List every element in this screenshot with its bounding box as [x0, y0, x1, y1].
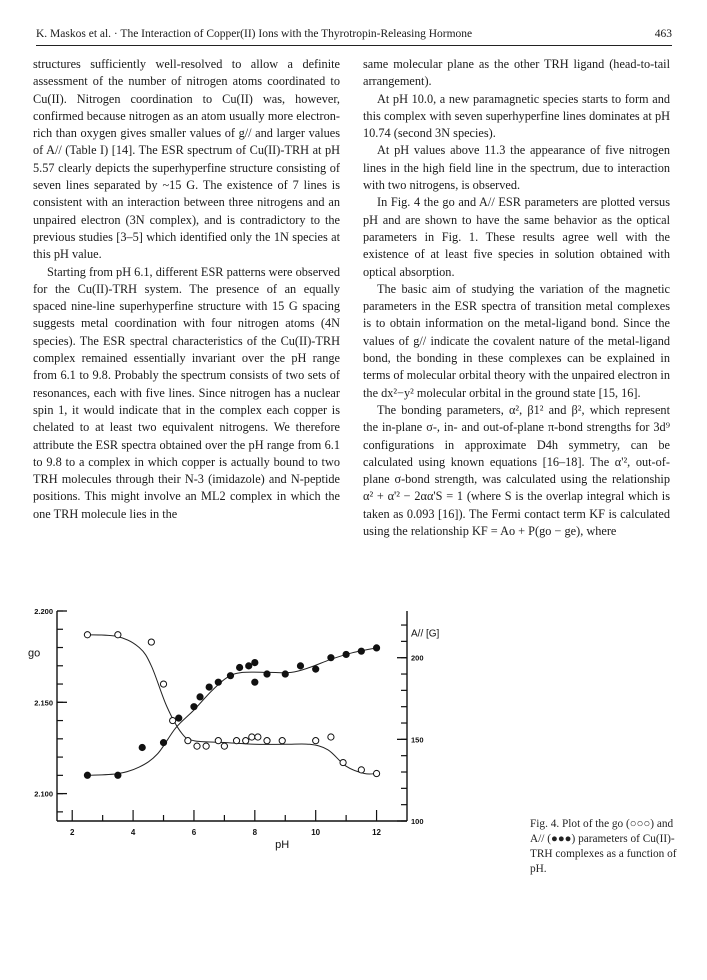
a-data-point — [297, 663, 303, 669]
right-y-tick-label: 150 — [411, 735, 424, 745]
right-y-tick-label: 200 — [411, 653, 424, 663]
header-rule — [36, 45, 672, 46]
go-data-point — [84, 632, 90, 638]
a-data-point — [373, 645, 379, 651]
a-data-point — [160, 740, 166, 746]
a-data-point — [215, 679, 221, 685]
a-data-point — [237, 664, 243, 670]
go-data-point — [264, 738, 270, 744]
a-data-point — [282, 671, 288, 677]
page-number: 463 — [654, 28, 672, 40]
right-axis-title: A// [G] — [411, 628, 440, 640]
a-data-point — [176, 715, 182, 721]
a-data-point — [246, 663, 252, 669]
a-data-point — [115, 772, 121, 778]
x-tick-label: 10 — [311, 828, 321, 837]
go-data-point — [279, 738, 285, 744]
paragraph: In Fig. 4 the go and A// ESR parameters are plotted versus pH and are shown to have the same behavior as the optical parameters in Fig. 1. These results agree well with the existence of at least five species in solution obtained with optical absorption. — [363, 195, 670, 279]
paragraph: At pH 10.0, a new paramagnetic species starts to form and this complex with seven superhyperfine lines dominates at pH 10.74 (second 3N species). — [363, 91, 670, 141]
paragraph: The basic aim of studying the variation of the magnetic parameters in the ESR spectra of transition metal complexes is to obtain information on the metal-ligand bond. Since the values of g// indicate the covalent nature of the metal-ligand bond, the bonding in these complexes can be explained in terms of molecular orbital theory with the unpaired electron in the dx²−y² molecular orbital in the ground state [15, 16]. — [363, 281, 670, 400]
go-data-point — [170, 717, 176, 723]
left-y-tick-label: 2.200 — [34, 607, 53, 616]
a-data-point — [227, 673, 233, 679]
go-data-point — [185, 738, 191, 744]
a-data-point — [343, 651, 349, 657]
go-data-point — [215, 738, 221, 744]
left-axis-title: go — [28, 647, 41, 660]
go-data-point — [221, 743, 227, 749]
axis-labels — [28, 607, 440, 851]
go-data-point — [328, 734, 334, 740]
right-y-tick-label: 100 — [411, 817, 424, 826]
go-data-point — [243, 738, 249, 744]
go-data-point — [194, 743, 200, 749]
a-data-point — [139, 744, 145, 750]
a-data-point — [252, 679, 258, 685]
text-column-right — [363, 56, 670, 540]
go-data-point — [148, 639, 154, 645]
paragraph: The bonding parameters, α², β1² and β², which represent the in-plane σ-, in- and out-of-plane π-bond strengths for 3d⁹ configurations in approximate D4h symmetry, can be calculated using known equations [16–18]. The α'², out-of-plane σ-bond strength, was calculated using the relationship α² + α'² − 2αα'S = 1 (where S is the overlap integral which is taken as 0.093 [16]). The Fermi contact term KF is calculated using the relationship KF = Ao + P(go − ge), where — [363, 402, 670, 539]
go-data-point — [203, 743, 209, 749]
paragraph: structures sufficiently well-resolved to allow a definite assessment of the number of nitrogen atoms coordinated to Cu(II). Nitrogen coordination to Cu(II) was, however, confirmed because nitrogen as an atom usually more electron-rich than oxygen gives smaller values of g// and larger values of A// (Table I) [14]. The ESR spectrum of Cu(II)-TRH at pH 5.57 clearly depicts the superhyperfine structure consisting of seven lines separated by ~15 G. The existence of 7 lines is consistent with an interaction between three nitrogens and an unpaired electron (3N complex), and is contradictory to the previous studies [3–5] which identified only the 1N species at this pH value. — [33, 57, 340, 262]
x-tick-label: 4 — [130, 828, 136, 837]
text-column-left — [33, 56, 340, 523]
left-y-tick-label: 2.100 — [34, 789, 53, 799]
a-data-point — [358, 648, 364, 654]
left-y-tick-label: 2.150 — [34, 698, 53, 708]
x-tick-label: 12 — [372, 828, 382, 837]
x-tick-label: 2 — [69, 828, 75, 837]
go-data-point — [358, 767, 364, 773]
x-axis-title: pH — [275, 839, 290, 851]
go-data-point — [255, 734, 261, 740]
page-header — [36, 28, 672, 46]
paragraph: At pH values above 11.3 the appearance of five nitrogen lines in the high field line in the spectrum, due to interaction with two nitrogens, is observed. — [363, 143, 670, 193]
x-tick-label: 6 — [191, 828, 197, 837]
plot-axes — [57, 611, 407, 821]
paragraph: same molecular plane as the other TRH ligand (head-to-tail arrangement). — [363, 57, 670, 89]
running-title: K. Maskos et al. · The Interaction of Copper(II) Ions with the Thyrotropin-Releasing Hormone — [36, 28, 473, 40]
go-data-point — [160, 681, 166, 687]
a-fit-curve — [87, 648, 376, 775]
go-data-point — [373, 770, 379, 776]
figure-caption: Fig. 4. Plot of the go (○○○) and A// (●●●) parameters of Cu(II)-TRH complexes as a function of pH. — [530, 818, 677, 875]
a-data-point — [264, 671, 270, 677]
go-data-point — [115, 632, 121, 638]
x-tick-label: 8 — [252, 828, 258, 837]
go-data-point — [340, 759, 346, 765]
a-data-point — [206, 684, 212, 690]
go-data-point — [233, 738, 239, 744]
go-data-point — [249, 734, 255, 740]
a-data-point — [328, 655, 334, 661]
a-data-point — [252, 660, 258, 666]
a-data-point — [84, 772, 90, 778]
a-data-point — [197, 694, 203, 700]
a-data-point — [313, 666, 319, 672]
paragraph: Starting from pH 6.1, different ESR patterns were observed for the Cu(II)-TRH system. The presence of an equally spaced nine-line superhyperfine structure with 15 G spacing suggests metal coordination with four nitrogen atoms (4N species). The ESR spectral characteristics of the Cu(II)-TRH complex remained essentially invariant over the pH range from 6.1 to 9.8. Probably the spectrum consists of two sets of resonances, each with five lines. Since nitrogen has a nuclear spin 1, it would indicate that in the complex each copper is chelated to at least two equivalent nitrogens. We therefore attribute the ESR spectra obtained over the pH range from 6.1 to 9.8 to a complex in which copper is actually bound to two TRH molecules through their N-3 (imidazole) and N-peptide positions. This might involve an ML2 complex in which the one TRH molecule lies in the — [33, 264, 340, 521]
a-data-point — [191, 704, 197, 710]
go-data-point — [313, 738, 319, 744]
